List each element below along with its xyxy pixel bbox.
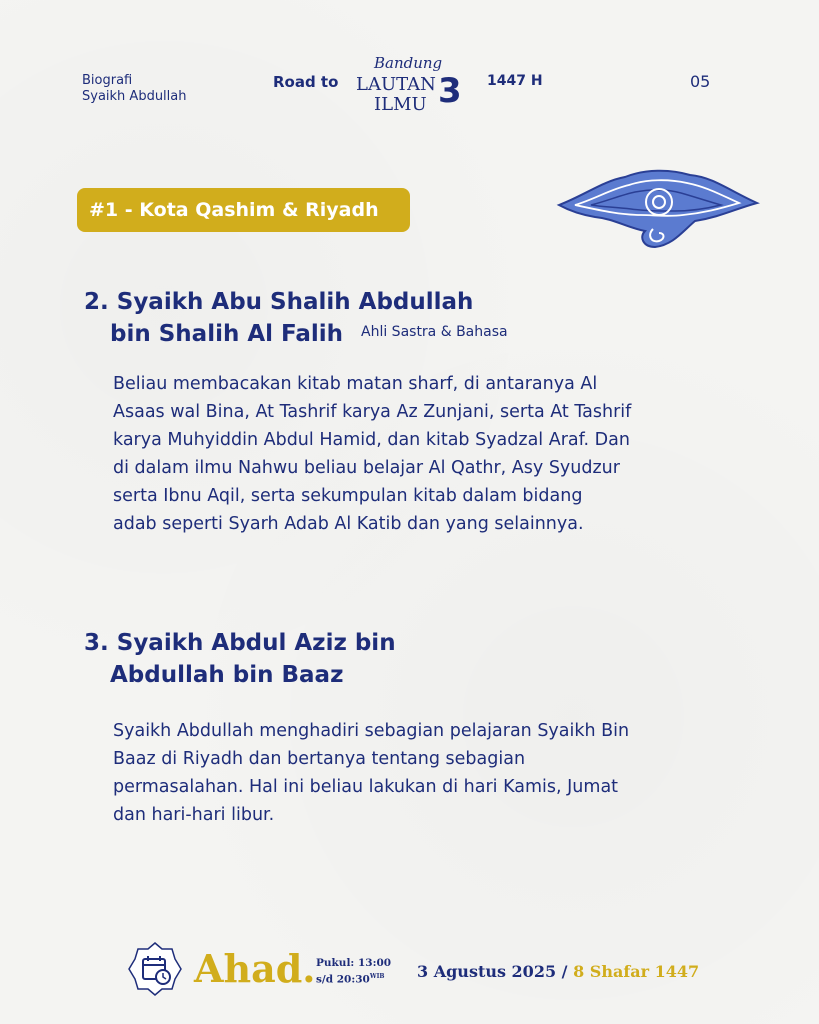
item-2-title-line2: bin Shalih Al Falih — [110, 321, 344, 347]
paragraph-line: serta Ibnu Aqil, serta sekumpulan kitab dalam bidang — [113, 486, 583, 506]
paragraph-line: Beliau membacakan kitab matan sharf, di antaranya Al — [113, 374, 598, 394]
logo-script-text: Bandung — [374, 54, 443, 72]
logo-number-text: 3 — [438, 71, 462, 111]
date-separator: / — [561, 962, 568, 981]
date-hijri: 8 Shafar 1447 — [573, 962, 700, 981]
paragraph-line: adab seperti Syarh Adab Al Katib dan yang selainnya. — [113, 514, 584, 534]
paragraph-line: di dalam ilmu Nahwu beliau belajar Al Qathr, Asy Syudzur — [113, 458, 620, 478]
section-badge-label: #1 - Kota Qashim & Riyadh — [89, 199, 379, 221]
logo-sub-text: ILMU — [374, 94, 427, 115]
item-3-title-line1: 3. Syaikh Abdul Aziz bin — [84, 630, 396, 656]
event-date — [417, 962, 699, 981]
series-label-line1: Biografi — [82, 73, 133, 88]
time-end: s/d 20:30 — [316, 973, 370, 986]
item-3-title-line2: Abdullah bin Baaz — [110, 662, 344, 688]
logo-main-text: LAUTAN — [356, 74, 436, 95]
item-2-tag: Ahli Sastra & Bahasa — [361, 324, 508, 340]
page-number: 05 — [690, 72, 711, 91]
section-badge — [77, 188, 410, 232]
event-time — [316, 957, 391, 987]
paragraph-line: permasalahan. Hal ini beliau lakukan di hari Kamis, Jumat — [113, 777, 619, 797]
item-2-paragraph — [113, 370, 723, 538]
paragraph-line: dan hari-hari libur. — [113, 805, 275, 825]
paragraph-line: Baaz di Riyadh dan bertanya tentang sebagian — [113, 749, 526, 769]
year-label: 1447 H — [487, 73, 543, 89]
date-gregorian: 3 Agustus 2025 — [417, 962, 557, 981]
paragraph-line: Syaikh Abdullah menghadiri sebagian pelajaran Syaikh Bin — [113, 721, 630, 741]
event-logo — [352, 52, 470, 116]
series-label-line2: Syaikh Abdullah — [82, 89, 187, 104]
paragraph-line: Asaas wal Bina, At Tashrif karya Az Zunjani, serta At Tashrif — [113, 402, 632, 422]
event-day: Ahad. — [194, 946, 316, 991]
item-2-title-line1: 2. Syaikh Abu Shalih Abdullah — [84, 289, 474, 315]
road-to-text: Road to — [273, 73, 339, 91]
time-start: Pukul: 13:00 — [316, 957, 392, 969]
item-3-paragraph — [113, 717, 723, 829]
mega-mendung-cloud-icon — [555, 165, 760, 250]
paragraph-line: karya Muhyiddin Abdul Hamid, dan kitab Syadzal Araf. Dan — [113, 430, 630, 450]
time-zone: WIB — [369, 973, 385, 980]
calendar-clock-icon — [126, 940, 184, 998]
series-label — [82, 73, 187, 105]
